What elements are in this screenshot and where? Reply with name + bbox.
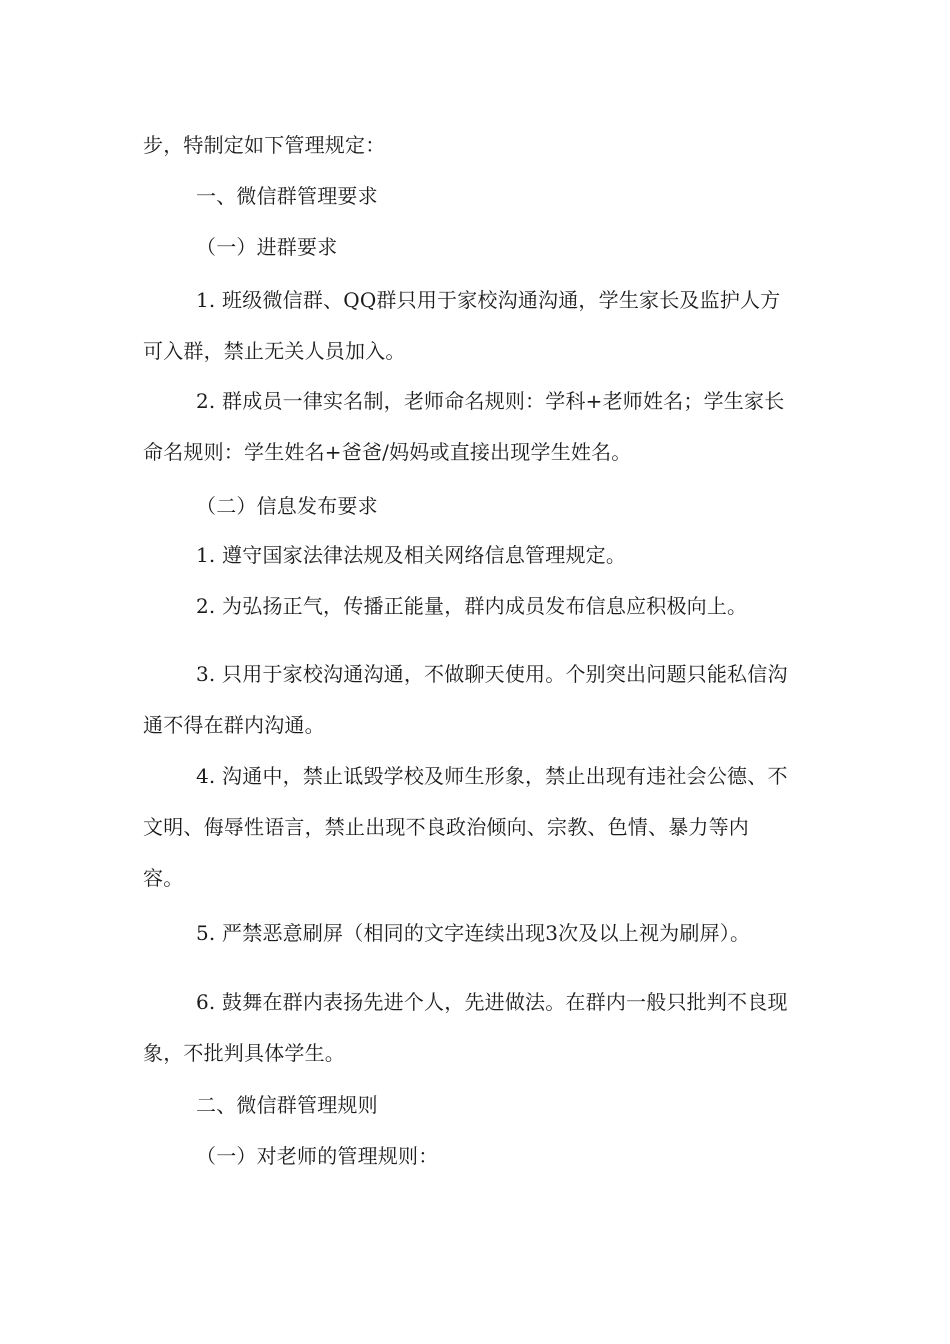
paragraph-continuation: 步，特制定如下管理规定： <box>143 133 386 157</box>
subsection-heading-posting: （二）信息发布要求 <box>196 494 378 518</box>
join-rule-2-line-2: 命名规则：学生姓名+爸爸/妈妈或直接出现学生姓名。 <box>143 440 632 464</box>
posting-rule-4-line-1: 4. 沟通中，禁止诋毁学校及师生形象，禁止出现有违社会公德、不 <box>196 764 788 788</box>
posting-rule-6-line-1: 6. 鼓舞在群内表扬先进个人，先进做法。在群内一般只批判不良现 <box>196 990 788 1014</box>
posting-rule-5: 5. 严禁恶意刷屏（相同的文字连续出现3次及以上视为刷屏）。 <box>196 921 751 945</box>
section-heading-1: 一、微信群管理要求 <box>196 184 378 208</box>
posting-rule-4-line-2: 文明、侮辱性语言，禁止出现不良政治倾向、宗教、色情、暴力等内 <box>143 815 749 839</box>
posting-rule-3-line-1: 3. 只用于家校沟通沟通，不做聊天使用。个别突出问题只能私信沟 <box>196 662 788 686</box>
subsection-heading-teacher-rules: （一）对老师的管理规则： <box>196 1144 439 1168</box>
posting-rule-4-line-3: 容。 <box>143 866 184 890</box>
join-rule-2-line-1: 2. 群成员一律实名制，老师命名规则：学科+老师姓名；学生家长 <box>196 389 785 413</box>
posting-rule-6-line-2: 象，不批判具体学生。 <box>143 1041 345 1065</box>
posting-rule-3-line-2: 通不得在群内沟通。 <box>143 713 325 737</box>
posting-rule-2: 2. 为弘扬正气，传播正能量，群内成员发布信息应积极向上。 <box>196 594 748 618</box>
section-heading-2: 二、微信群管理规则 <box>196 1093 378 1117</box>
posting-rule-1: 1. 遵守国家法律法规及相关网络信息管理规定。 <box>196 543 627 567</box>
join-rule-1-line-1: 1. 班级微信群、QQ群只用于家校沟通沟通，学生家长及监护人方 <box>196 288 781 312</box>
subsection-heading-join: （一）进群要求 <box>196 235 338 259</box>
join-rule-1-line-2: 可入群，禁止无关人员加入。 <box>143 339 406 363</box>
